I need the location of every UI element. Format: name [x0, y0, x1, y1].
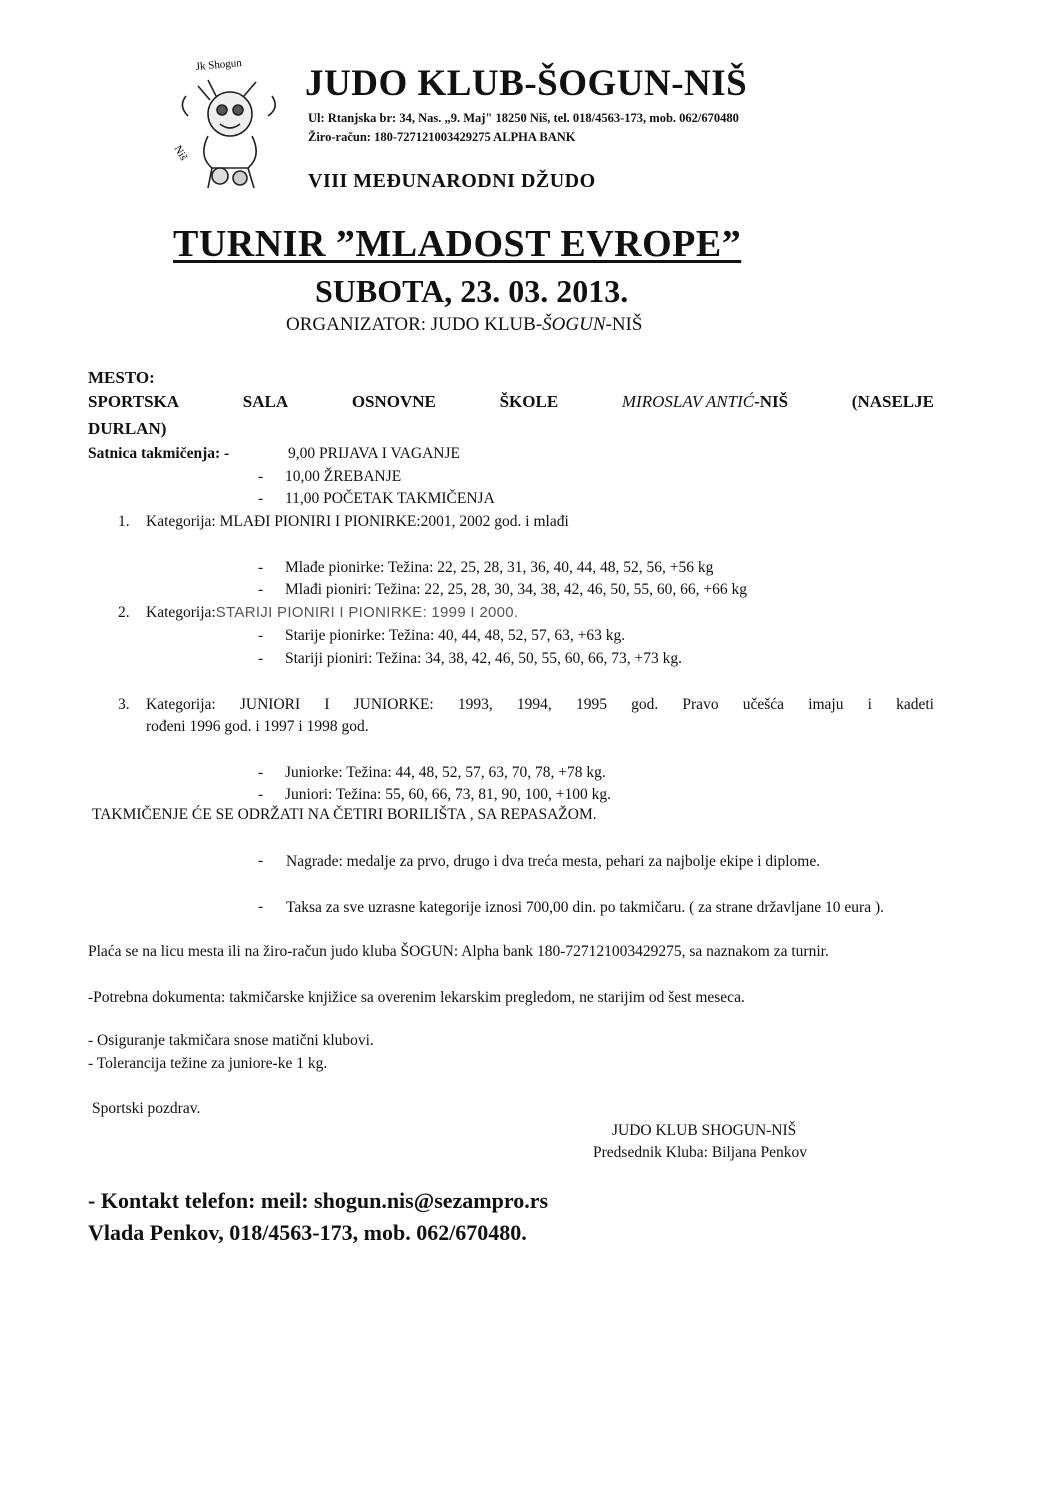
insurance-text: - Osiguranje takmičara snose matični klubovi. — [88, 1032, 374, 1049]
schedule-item: - 11,00 POČETAK TAKMIČENJA — [258, 490, 495, 507]
organizer: ORGANIZATOR: JUDO KLUB-ŠOGUN-NIŠ — [286, 314, 643, 335]
payment-text: Plaća se na licu mesta ili na žiro-račun judo kluba ŠOGUN: Alpha bank 180-727121003429275, sa naznakom za turnir. — [88, 943, 829, 960]
venue-line: SPORTSKA SALA OSNOVNE ŠKOLE MIROSLAV ANTIĆ-NIŠ (NASELJE — [88, 392, 934, 411]
fee-dash: - — [258, 898, 264, 915]
club-address: Ul: Rtanjska br: 34, Nas. „9. Maj" 18250 Niš, tel. 018/4563-173, mob. 062/670480 — [308, 111, 739, 125]
bank-account: Žiro-račun: 180-727121003429275 ALPHA BANK — [308, 130, 576, 144]
competition-note: TAKMIČENJE ĆE SE ODRŽATI NA ČETIRI BORILIŠTA , SA REPASAŽOM. — [92, 806, 597, 823]
category-number: 2. — [118, 604, 130, 621]
signature-president: Predsednik Kluba: Biljana Penkov — [593, 1144, 807, 1161]
signature-club: JUDO KLUB SHOGUN-NIŠ — [612, 1122, 797, 1139]
judo-mascot-icon — [168, 56, 292, 196]
schedule-item: 9,00 PRIJAVA I VAGANJE — [288, 445, 460, 462]
category-title: Kategorija: MLAĐI PIONIRI I PIONIRKE:2001, 2002 god. i mlađi — [146, 513, 569, 530]
schedule-item: - 10,00 ŽREBANJE — [258, 468, 402, 485]
contact-line: - Kontakt telefon: meil: shogun.nis@sezampro.rs — [88, 1188, 549, 1213]
weight-line: - Starije pionirke: Težina: 40, 44, 48, 52, 57, 63, +63 kg. — [258, 627, 626, 644]
category-number: 3. — [118, 696, 130, 713]
tournament-title: TURNIR ”MLADOST EVROPE” — [173, 223, 742, 265]
club-name: JUDO KLUB-ŠOGUN-NIŠ — [305, 63, 748, 104]
venue-label: MESTO: — [88, 368, 155, 387]
greeting: Sportski pozdrav. — [92, 1100, 201, 1117]
logo-letters-side: Niš — [171, 143, 190, 163]
schedule-label: Satnica takmičenja: - — [88, 445, 230, 462]
weight-line: - Mlađi pioniri: Težina: 22, 25, 28, 30, 34, 38, 42, 46, 50, 55, 60, 66, +66 kg — [258, 581, 748, 598]
weight-line: - Juniorke: Težina: 44, 48, 52, 57, 63, 70, 78, +78 kg. — [258, 764, 606, 781]
tournament-date: SUBOTA, 23. 03. 2013. — [315, 273, 629, 309]
awards-dash: - — [258, 852, 264, 869]
club-logo — [168, 56, 292, 196]
awards-text: Nagrade: medalje za prvo, drugo i dva treća mesta, pehari za najbolje ekipe i diplome. — [286, 853, 821, 870]
contact-phone: Vlada Penkov, 018/4563-173, mob. 062/670480. — [88, 1220, 527, 1245]
category-title: Kategorija:STARIJI PIONIRI I PIONIRKE: 1999 I 2000. — [146, 604, 519, 621]
category-title: Kategorija: JUNIORI I JUNIORKE: 1993, 1994, 1995 god. Pravo učešća imaju i kadeti — [146, 696, 934, 713]
weight-line: - Juniori: Težina: 55, 60, 66, 73, 81, 90, 100, +100 kg. — [258, 786, 611, 803]
fee-text: Taksa za sve uzrasne kategorije iznosi 700,00 din. po takmičaru. ( za strane državljane 10 eura ). — [286, 899, 885, 916]
weight-line: - Mlađe pionirke: Težina: 22, 25, 28, 31, 36, 40, 44, 48, 52, 56, +56 kg — [258, 559, 714, 576]
documents-text: -Potrebna dokumenta: takmičarske knjižice sa overenim lekarskim pregledom, ne starijim od šest meseca. — [88, 989, 745, 1006]
venue-durlan: DURLAN) — [88, 419, 167, 438]
category-title-cont: rođeni 1996 god. i 1997 i 1998 god. — [146, 718, 369, 735]
category-number: 1. — [118, 513, 130, 530]
tolerance-text: - Tolerancija težine za juniore-ke 1 kg. — [88, 1055, 328, 1072]
tournament-subtitle: VIII MEĐUNARODNI DŽUDO — [308, 170, 596, 192]
weight-line: - Stariji pioniri: Težina: 34, 38, 42, 46, 50, 55, 60, 66, 73, +73 kg. — [258, 650, 682, 667]
logo-letters-top: Jk Shogun — [195, 57, 243, 73]
